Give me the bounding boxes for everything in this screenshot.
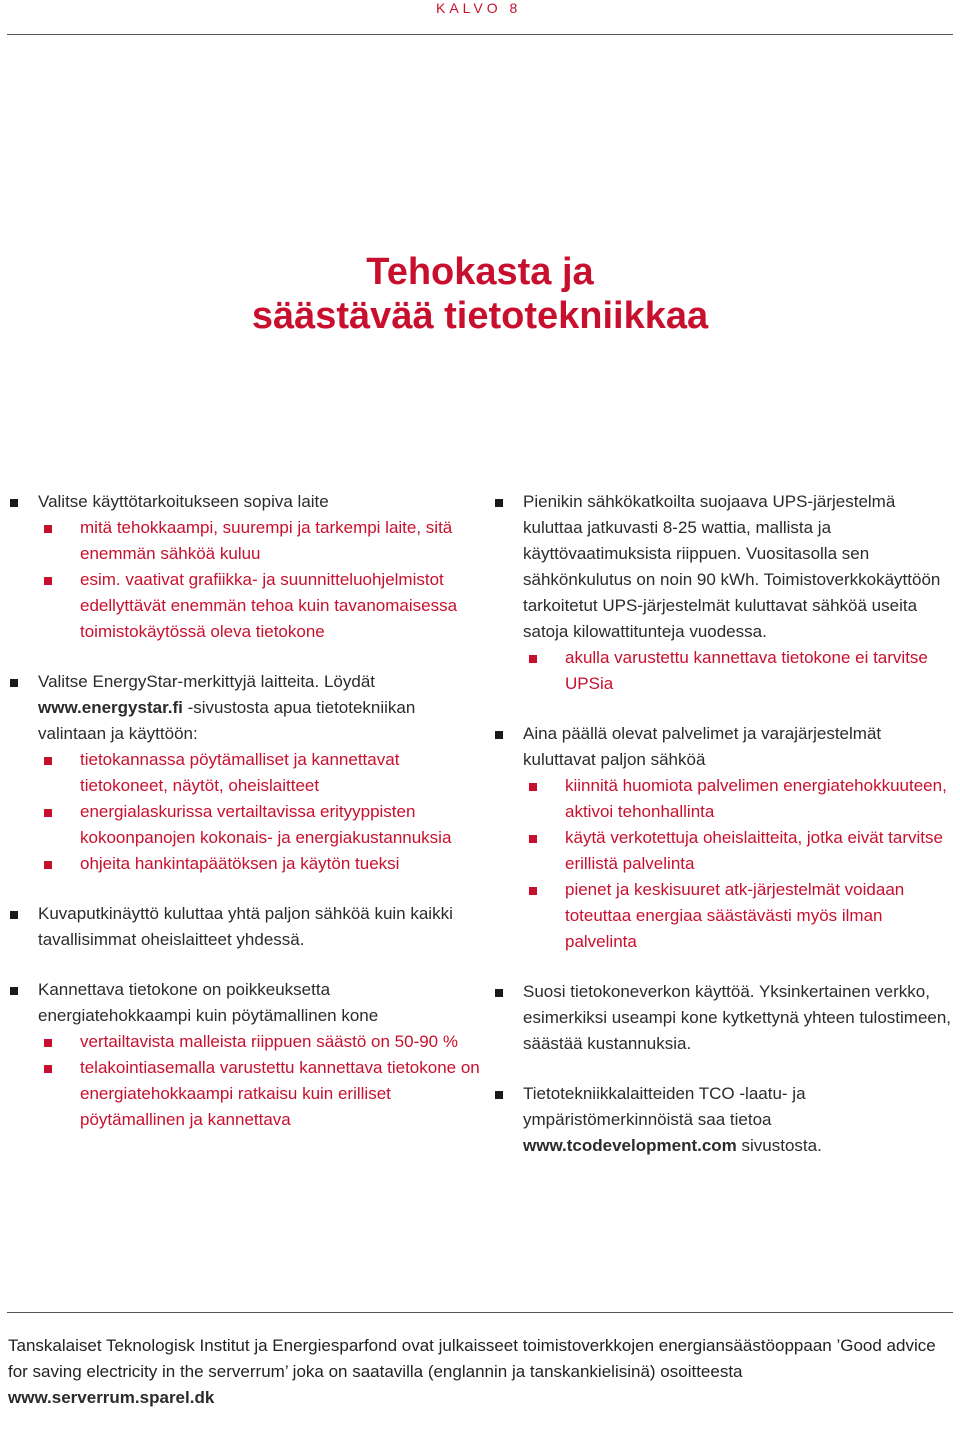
sub-list bbox=[38, 515, 480, 645]
sub-item-text: ohjeita hankintapäätöksen ja käytön tueksi bbox=[80, 854, 400, 873]
bullet-icon bbox=[44, 757, 52, 765]
sub-item-text: käytä verkotettuja oheislaitteita, jotka eivät tarvitse erillistä palvelinta bbox=[565, 828, 943, 873]
serverrum-link[interactable]: www.serverrum.sparel.dk bbox=[8, 1388, 215, 1407]
sub-item bbox=[495, 825, 957, 877]
bullet-icon bbox=[495, 989, 503, 997]
sub-item-text: akulla varustettu kannettava tietokone ei tarvitse UPSia bbox=[565, 648, 928, 693]
sub-item-text: pienet ja keskisuuret atk-järjestelmät voidaan toteuttaa energiaa säästävästi myös ilman palvelinta bbox=[565, 880, 905, 951]
sub-item bbox=[10, 515, 480, 567]
title-line-2: säästävää tietotekniikkaa bbox=[251, 295, 709, 337]
list-item bbox=[495, 721, 957, 955]
bullet-icon bbox=[495, 731, 503, 739]
sub-item-text: energialaskurissa vertailtavissa erityyppisten kokoonpanojen kokonais- ja energiakustannuksia bbox=[80, 802, 452, 847]
bullet-icon bbox=[10, 679, 18, 687]
list-item bbox=[10, 669, 480, 877]
item-text-before: Tietotekniikkalaitteiden TCO -laatu- ja ympäristömerkinnöistä saa tietoa bbox=[523, 1084, 806, 1129]
item-text bbox=[523, 1081, 957, 1159]
sub-item bbox=[10, 567, 480, 645]
sub-item-text: telakointiasemalla varustettu kannettava tietokone on energiatehokkaampi ratkaisu kuin erilliset pöytämallinen ja kannettava bbox=[80, 1058, 480, 1129]
slide-label: KALVO 8 bbox=[436, 0, 522, 16]
sub-list bbox=[523, 645, 957, 697]
bullet-icon bbox=[44, 577, 52, 585]
sub-item bbox=[10, 1055, 480, 1133]
bullet-icon bbox=[529, 887, 537, 895]
item-text: Valitse käyttötarkoitukseen sopiva laite bbox=[38, 492, 329, 511]
list-item bbox=[10, 977, 480, 1133]
bullet-icon bbox=[44, 525, 52, 533]
bullet-icon bbox=[10, 987, 18, 995]
sub-list bbox=[38, 747, 480, 877]
bullet-icon bbox=[44, 861, 52, 869]
page-title bbox=[0, 250, 960, 338]
sub-item bbox=[10, 799, 480, 851]
bullet-icon bbox=[44, 1065, 52, 1073]
list-item bbox=[495, 489, 957, 697]
item-text: Pienikin sähkökatkoilta suojaava UPS-järjestelmä kuluttaa jatkuvasti 8-25 wattia, mallista ja käyttövaatimuksista riippuen. Vuositasolla sen sähkönkulutus on noin 90 kWh. Toimistoverkkokäyttöön tarkoitetut UPS-järjestelmät kuluttavat sähköä useita satoja kilowattitunteja vuodessa. bbox=[523, 492, 941, 641]
bullet-icon bbox=[44, 809, 52, 817]
item-text: Kuvaputkinäyttö kuluttaa yhtä paljon sähköä kuin kaikki tavallisimmat oheislaitteet yhdessä. bbox=[38, 904, 453, 949]
footer-divider bbox=[7, 1312, 953, 1313]
sub-list bbox=[523, 773, 957, 955]
sub-item bbox=[10, 747, 480, 799]
bullet-icon bbox=[529, 783, 537, 791]
sub-item bbox=[495, 773, 957, 825]
list-item bbox=[10, 901, 480, 953]
sub-item-text: vertailtavista malleista riippuen säästö on 50-90 % bbox=[80, 1032, 458, 1051]
sub-item-text: esim. vaativat grafiikka- ja suunnitteluohjelmistot edellyttävät enemmän tehoa kuin tavanomaisessa toimistokäytössä oleva tietokone bbox=[80, 570, 458, 641]
sub-list bbox=[38, 1029, 480, 1133]
bullet-icon bbox=[495, 499, 503, 507]
bullet-icon bbox=[495, 1091, 503, 1099]
energystar-link[interactable]: www.energystar.fi bbox=[38, 698, 183, 717]
bullet-icon bbox=[10, 911, 18, 919]
bullet-icon bbox=[44, 1039, 52, 1047]
footer-text: Tanskalaiset Teknologisk Institut ja Energiesparfond ovat julkaisseet toimistoverkkojen energiansäästöoppaan ’Good advice for saving electricity in the serverrum’ joka on saatavilla (englannin ja tanskankielisinä) osoitteesta bbox=[8, 1336, 936, 1381]
item-text: Aina päällä olevat palvelimet ja varajärjestelmät kuluttavat paljon sähköä bbox=[523, 724, 882, 769]
item-text-before: Valitse EnergyStar-merkittyjä laitteita. Löydät bbox=[38, 672, 375, 691]
right-column bbox=[495, 489, 957, 1159]
bullet-icon bbox=[529, 835, 537, 843]
sub-item bbox=[495, 877, 957, 955]
header-divider bbox=[7, 34, 953, 35]
sub-item bbox=[10, 1029, 480, 1055]
bullet-icon bbox=[529, 655, 537, 663]
title-line-1: Tehokasta ja bbox=[366, 251, 594, 293]
sub-item-text: kiinnitä huomiota palvelimen energiatehokkuuteen, aktivoi tehonhallinta bbox=[565, 776, 947, 821]
sub-item-text: tietokannassa pöytämalliset ja kannettavat tietokoneet, näytöt, oheislaitteet bbox=[80, 750, 400, 795]
left-column bbox=[10, 489, 480, 1133]
item-text-after: -sivustosta apua tietotekniikan valintaan ja käyttöön: bbox=[38, 698, 416, 743]
list-item bbox=[495, 979, 957, 1057]
bullet-icon bbox=[10, 499, 18, 507]
sub-item-text: mitä tehokkaampi, suurempi ja tarkempi laite, sitä enemmän sähköä kuluu bbox=[80, 518, 453, 563]
footer-note bbox=[8, 1333, 953, 1411]
sub-item bbox=[10, 851, 480, 877]
item-text-after: sivustosta. bbox=[736, 1136, 822, 1155]
sub-item bbox=[495, 645, 957, 697]
list-item bbox=[495, 1081, 957, 1159]
item-text: Kannettava tietokone on poikkeuksetta energiatehokkaampi kuin pöytämallinen kone bbox=[38, 980, 379, 1025]
tcodevelopment-link[interactable]: www.tcodevelopment.com bbox=[523, 1136, 737, 1155]
list-item bbox=[10, 489, 480, 645]
item-text bbox=[38, 669, 480, 747]
item-text: Suosi tietokoneverkon käyttöä. Yksinkertainen verkko, esimerkiksi useampi kone kytkettynä yhteen tulostimeen, säästää kustannuksia. bbox=[523, 982, 952, 1053]
